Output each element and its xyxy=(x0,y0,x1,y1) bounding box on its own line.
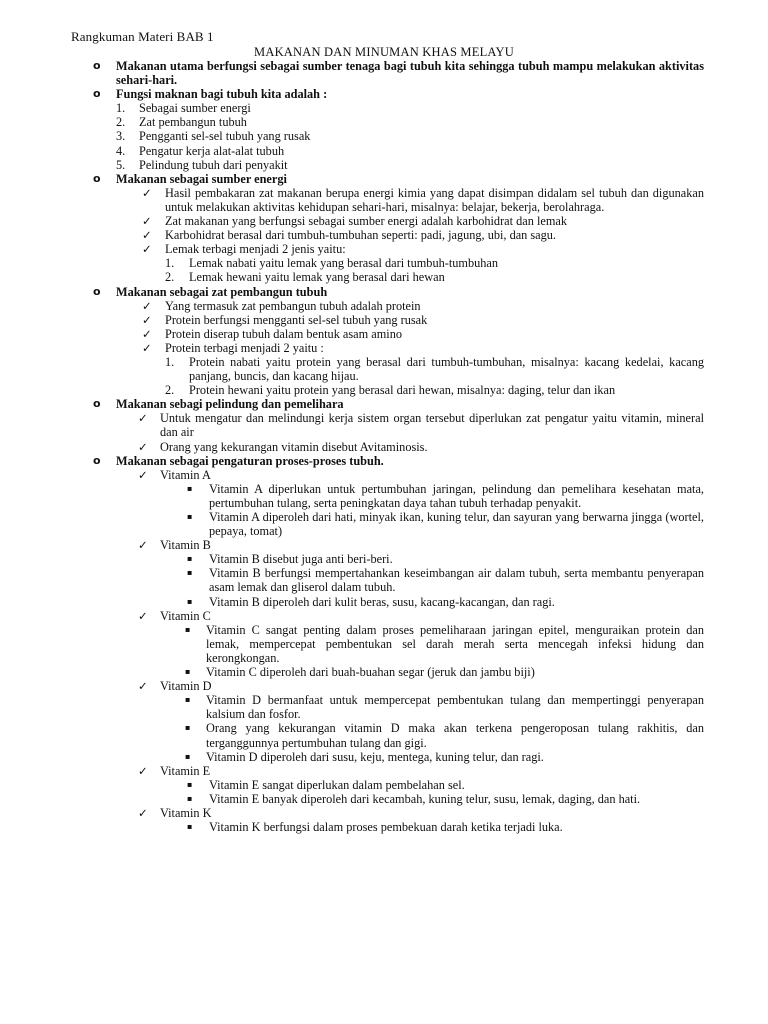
item-text: Lemak hewani yaitu lemak yang berasal dari hewan xyxy=(189,270,445,285)
item-text: Protein berfungsi mengganti sel-sel tubuh yang rusak xyxy=(165,312,428,327)
square-item xyxy=(185,721,704,750)
intro-item xyxy=(93,59,704,88)
item-text: Protein hewani yaitu protein yang berasal dari hewan, misalnya: daging, telur dan ikan xyxy=(189,383,616,398)
vitamin-name: Vitamin D xyxy=(160,679,212,694)
square-bullet-icon: ▪ xyxy=(185,667,191,677)
item-text: Vitamin B disebut juga anti beri-beri. xyxy=(209,552,393,567)
circle-bullet-icon: o xyxy=(93,453,101,467)
item-text: Vitamin E sangat diperlukan dalam pembelahan sel. xyxy=(209,777,465,792)
section-heading-text: Makanan sebagai zat pembangun tubuh xyxy=(116,284,328,299)
square-bullet-icon: ▪ xyxy=(187,779,193,789)
item-text: Karbohidrat berasal dari tumbuh-tumbuhan seperti: padi, jagung, ubi, dan sagu. xyxy=(165,228,557,243)
item-text: Vitamin B diperoleh dari kulit beras, susu, kacang-kacangan, dan ragi. xyxy=(209,594,555,609)
checkmark-icon: ✓ xyxy=(138,411,148,426)
item-text: Orang yang kekurangan vitamin disebut Avitaminosis. xyxy=(160,439,428,454)
square-item xyxy=(187,777,704,792)
checkmark-icon: ✓ xyxy=(142,214,152,229)
item-number: 1. xyxy=(116,101,126,116)
check-item xyxy=(138,439,704,454)
square-item xyxy=(187,820,704,835)
intro-text: Makanan utama berfungsi sebagai sumber tenaga bagi tubuh kita sehingga tubuh mampu melakukan aktivitas sehari-hari. xyxy=(116,59,704,88)
item-number: 4. xyxy=(116,143,126,158)
section-heading-energi xyxy=(93,171,704,186)
circle-bullet-icon: o xyxy=(93,284,101,298)
square-item xyxy=(185,749,704,764)
numbered-item xyxy=(116,115,704,130)
item-text: Vitamin E banyak diperoleh dari kecambah, kuning telur, susu, lemak, daging, dan hati. xyxy=(209,791,641,806)
item-text: Pengatur kerja alat-alat tubuh xyxy=(139,143,285,158)
item-text: Hasil pembakaran zat makanan berupa energi kimia yang dapat disimpan didalam sel tubuh dan digunakan untuk melakukan aktivitas kehidupan sehari-hari, misalnya: belajar, bekerja, berolahraga. xyxy=(165,185,704,214)
circle-bullet-icon: o xyxy=(93,87,101,101)
item-text: Vitamin D diperoleh dari susu, keju, mentega, kuning telur, dan ragi. xyxy=(206,749,544,764)
section-heading-pembangun xyxy=(93,284,704,299)
item-text: Yang termasuk zat pembangun tubuh adalah protein xyxy=(165,298,421,313)
vitamin-heading xyxy=(138,538,704,553)
check-item xyxy=(142,326,704,341)
square-bullet-icon: ▪ xyxy=(185,751,191,761)
document-body xyxy=(0,59,768,834)
item-text: Zat makanan yang berfungsi sebagai sumber energi adalah karbohidrat dan lemak xyxy=(165,214,568,229)
numbered-item xyxy=(116,143,704,158)
square-bullet-icon: ▪ xyxy=(187,512,193,521)
page-header: Rangkuman Materi BAB 1 xyxy=(71,29,214,44)
vitamin-name: Vitamin A xyxy=(160,467,211,482)
numbered-item xyxy=(116,101,704,116)
item-text: Lemak nabati yaitu lemak yang berasal dari tumbuh-tumbuhan xyxy=(189,256,499,271)
square-bullet-icon: ▪ xyxy=(185,723,191,733)
section-heading-pengatur xyxy=(93,453,704,468)
square-item xyxy=(185,665,704,680)
item-text: Vitamin D bermanfaat untuk mempercepat pembentukan tulang dan mempertinggi penyerapan kalsium dan fosfor. xyxy=(206,693,704,722)
item-text: Vitamin A diperlukan untuk pertumbuhan jaringan, pelindung dan pemelihara kesehatan mata, pertumbuhan tulang, serta peningkatan daya tahan tubuh terhadap penyakit. xyxy=(209,481,704,510)
numbered-item xyxy=(165,354,704,384)
item-text: Orang yang kekurangan vitamin D maka akan terkena pengeroposan tulang rakhitis, dan terganggunnya pertumbuhan tulang dan gigi. xyxy=(206,721,704,750)
item-text: Lemak terbagi menjadi 2 jenis yaitu: xyxy=(165,242,346,257)
square-item xyxy=(187,594,704,609)
item-text: Vitamin C sangat penting dalam proses pemeliharaan jaringan epitel, menguraikan protein dan lemak, mempercepat pembentukan sel darah merah serta mencegah infeksi hidung dan kerongkongan. xyxy=(206,622,704,665)
check-item xyxy=(142,185,704,214)
vitamin-heading xyxy=(138,805,704,820)
item-number: 1. xyxy=(165,354,175,369)
square-item xyxy=(187,552,704,567)
vitamin-name: Vitamin B xyxy=(160,538,211,553)
numbered-item xyxy=(116,157,704,172)
section-heading-pelindung xyxy=(93,397,704,412)
item-text: Protein diserap tubuh dalam bentuk asam amino xyxy=(165,326,403,341)
checkmark-icon: ✓ xyxy=(142,312,152,327)
checkmark-icon: ✓ xyxy=(142,242,152,257)
square-bullet-icon: ▪ xyxy=(187,596,193,606)
checkmark-icon: ✓ xyxy=(142,326,152,341)
vitamin-name: Vitamin C xyxy=(160,608,211,623)
vitamin-heading xyxy=(138,467,704,482)
item-text: Vitamin B berfungsi mempertahankan keseimbangan air dalam tubuh, serta membantu penyerapan asam lemak dan gliserol dalam tubuh. xyxy=(209,566,704,595)
vitamin-name: Vitamin E xyxy=(160,763,211,778)
checkmark-icon: ✓ xyxy=(138,805,148,820)
checkmark-icon: ✓ xyxy=(138,679,148,694)
square-bullet-icon: ▪ xyxy=(187,793,193,803)
checkmark-icon: ✓ xyxy=(138,467,148,482)
item-text: Vitamin C diperoleh dari buah-buahan segar (jeruk dan jambu biji) xyxy=(206,665,535,680)
checkmark-icon: ✓ xyxy=(138,763,148,778)
square-item xyxy=(187,566,704,595)
item-text: Protein terbagi menjadi 2 yaitu : xyxy=(165,340,324,355)
numbered-item xyxy=(116,129,704,144)
check-item xyxy=(138,411,704,440)
checkmark-icon: ✓ xyxy=(138,439,148,454)
checkmark-icon: ✓ xyxy=(142,228,152,243)
item-text: Vitamin K berfungsi dalam proses pembekuan darah ketika terjadi luka. xyxy=(209,820,563,835)
section-heading-text: Makanan sebagai sumber energi xyxy=(116,171,287,186)
item-number: 2. xyxy=(165,270,175,285)
item-text: Protein nabati yaitu protein yang berasal dari tumbuh-tumbuhan, misalnya: kacang kedelai, kacang panjang, buncis, dan kacang hijau. xyxy=(189,354,704,384)
item-text: Sebagai sumber energi xyxy=(139,101,251,116)
vitamin-name: Vitamin K xyxy=(160,805,212,820)
check-item xyxy=(142,228,704,243)
check-item xyxy=(142,340,704,355)
square-bullet-icon: ▪ xyxy=(187,483,193,493)
item-number: 5. xyxy=(116,157,126,172)
vitamin-heading xyxy=(138,679,704,694)
circle-bullet-icon: o xyxy=(93,397,101,411)
checkmark-icon: ✓ xyxy=(142,298,152,313)
square-bullet-icon: ▪ xyxy=(187,822,193,832)
section-heading-text: Makanan sebagai pengaturan proses-proses tubuh. xyxy=(116,453,384,468)
check-item xyxy=(142,214,704,229)
square-bullet-icon: ▪ xyxy=(187,568,193,578)
square-item xyxy=(185,693,704,722)
circle-bullet-icon: o xyxy=(93,59,101,72)
document-title: MAKANAN DAN MINUMAN KHAS MELAYU xyxy=(254,45,514,59)
square-item xyxy=(187,510,704,539)
checkmark-icon: ✓ xyxy=(138,608,148,623)
item-number: 2. xyxy=(116,115,126,130)
square-bullet-icon: ▪ xyxy=(185,624,191,634)
item-text: Pelindung tubuh dari penyakit xyxy=(139,157,288,172)
item-text: Pengganti sel-sel tubuh yang rusak xyxy=(139,129,311,144)
numbered-item xyxy=(165,383,704,398)
check-item xyxy=(142,298,704,313)
section-heading-text: Fungsi maknan bagi tubuh kita adalah : xyxy=(116,87,328,102)
item-text: Zat pembangun tubuh xyxy=(139,115,247,130)
item-text: Vitamin A diperoleh dari hati, minyak ikan, kuning telur, dan sayuran yang berwarna jingga (wortel, pepaya, tomat) xyxy=(209,510,704,539)
square-bullet-icon: ▪ xyxy=(185,695,191,705)
item-number: 1. xyxy=(165,256,175,271)
square-item xyxy=(187,481,704,510)
square-item xyxy=(187,791,704,806)
check-item xyxy=(142,312,704,327)
vitamin-heading xyxy=(138,608,704,623)
checkmark-icon: ✓ xyxy=(142,185,152,200)
section-heading-fungsi xyxy=(93,87,704,102)
item-text: Untuk mengatur dan melindungi kerja sistem organ tersebut diperlukan zat pengatur yaitu vitamin, mineral dan air xyxy=(160,411,704,440)
checkmark-icon: ✓ xyxy=(138,538,148,553)
item-number: 3. xyxy=(116,129,126,144)
vitamin-heading xyxy=(138,763,704,778)
circle-bullet-icon: o xyxy=(93,171,101,185)
item-number: 2. xyxy=(165,383,175,398)
numbered-item xyxy=(165,270,704,285)
square-bullet-icon: ▪ xyxy=(187,554,193,564)
square-item xyxy=(185,622,704,665)
section-heading-text: Makanan sebagi pelindung dan pemelihara xyxy=(116,397,344,412)
check-item xyxy=(142,242,704,257)
numbered-item xyxy=(165,256,704,271)
checkmark-icon: ✓ xyxy=(142,340,152,355)
